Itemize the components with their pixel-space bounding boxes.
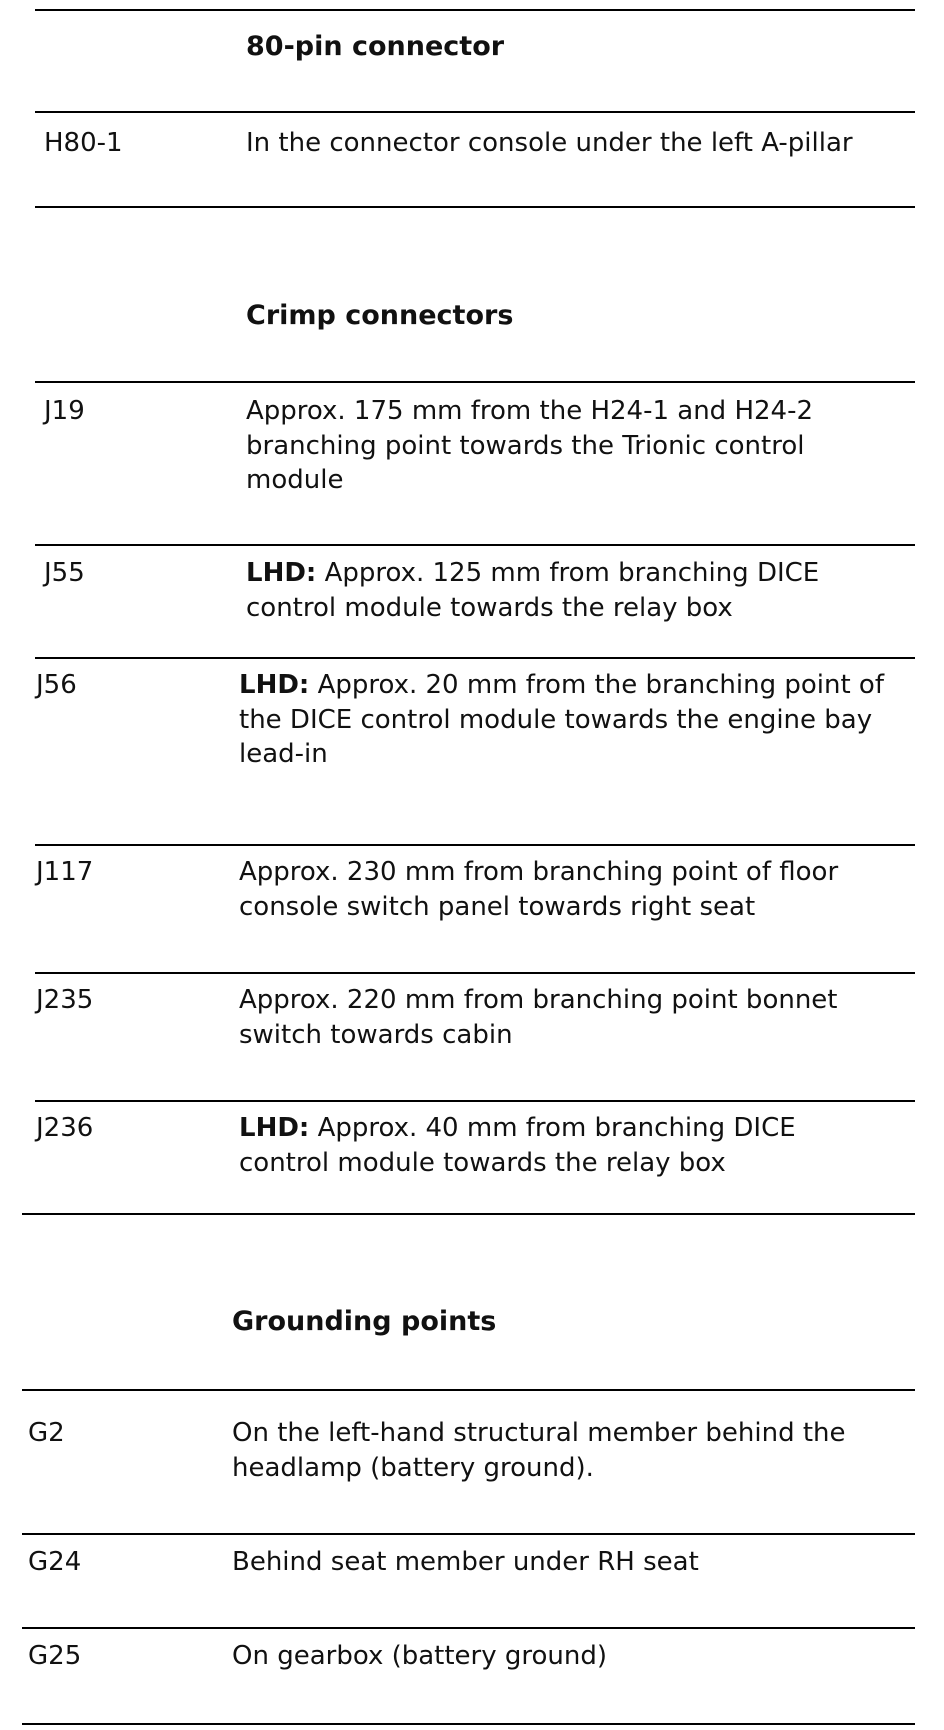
description-text: Approx. 20 mm from the branching point of the DICE control module towards the engine bay lead-in bbox=[239, 670, 884, 769]
ground-description bbox=[232, 1545, 917, 1580]
connector-code: J55 bbox=[44, 558, 85, 588]
connector-code: J56 bbox=[36, 670, 77, 700]
connector-description bbox=[239, 855, 919, 924]
section-title-grounding: Grounding points bbox=[232, 1306, 497, 1337]
description-bold-prefix: LHD: bbox=[239, 1113, 310, 1143]
rule-j117-top bbox=[35, 844, 915, 846]
connector-description bbox=[239, 983, 919, 1052]
ground-code: G24 bbox=[28, 1547, 82, 1577]
connector-code: J235 bbox=[36, 985, 94, 1015]
connector-description bbox=[239, 1111, 889, 1180]
rule-j56-top bbox=[35, 657, 915, 659]
rule-g25-top bbox=[22, 1627, 915, 1629]
connector-description bbox=[239, 668, 919, 772]
description-text: Approx. 40 mm from branching DICE control module towards the relay box bbox=[239, 1113, 796, 1178]
rule-ground-top bbox=[22, 1389, 915, 1391]
description-text: On gearbox (battery ground) bbox=[232, 1641, 608, 1671]
ground-code: G25 bbox=[28, 1641, 82, 1671]
connector-code: J236 bbox=[36, 1113, 94, 1143]
connector-description bbox=[246, 126, 916, 161]
rule-top bbox=[35, 9, 915, 11]
ground-description bbox=[232, 1416, 917, 1485]
rule-h80-top bbox=[35, 111, 915, 113]
description-bold-prefix: LHD: bbox=[246, 558, 317, 588]
ground-code: G2 bbox=[28, 1418, 65, 1448]
rule-j55-top bbox=[35, 544, 915, 546]
description-bold-prefix: LHD: bbox=[239, 670, 310, 700]
rule-j235-top bbox=[35, 972, 915, 974]
section-title-crimp: Crimp connectors bbox=[246, 300, 514, 331]
description-text: In the connector console under the left A-pillar bbox=[246, 128, 853, 158]
description-text: Approx. 220 mm from branching point bonnet switch towards cabin bbox=[239, 985, 838, 1050]
rule-bottom bbox=[22, 1723, 915, 1725]
rule-crimp-top bbox=[35, 381, 915, 383]
ground-description bbox=[232, 1639, 917, 1674]
description-text: Approx. 230 mm from branching point of floor console switch panel towards right seat bbox=[239, 857, 839, 922]
rule-crimp-bottom bbox=[22, 1213, 915, 1215]
connector-code: H80-1 bbox=[44, 128, 123, 158]
connector-code: J117 bbox=[36, 857, 94, 887]
connector-description bbox=[246, 394, 876, 498]
description-text: Behind seat member under RH seat bbox=[232, 1547, 699, 1577]
rule-g24-top bbox=[22, 1533, 915, 1535]
connector-description bbox=[246, 556, 906, 625]
section-title-80-pin: 80-pin connector bbox=[246, 31, 505, 62]
description-text: Approx. 175 mm from the H24-1 and H24-2 branching point towards the Trionic control module bbox=[246, 396, 814, 495]
description-text: On the left-hand structural member behind the headlamp (battery ground). bbox=[232, 1418, 846, 1483]
rule-h80-bottom bbox=[35, 206, 915, 208]
description-text: Approx. 125 mm from branching DICE control module towards the relay box bbox=[246, 558, 820, 623]
connector-code: J19 bbox=[44, 396, 85, 426]
rule-j236-top bbox=[35, 1100, 915, 1102]
